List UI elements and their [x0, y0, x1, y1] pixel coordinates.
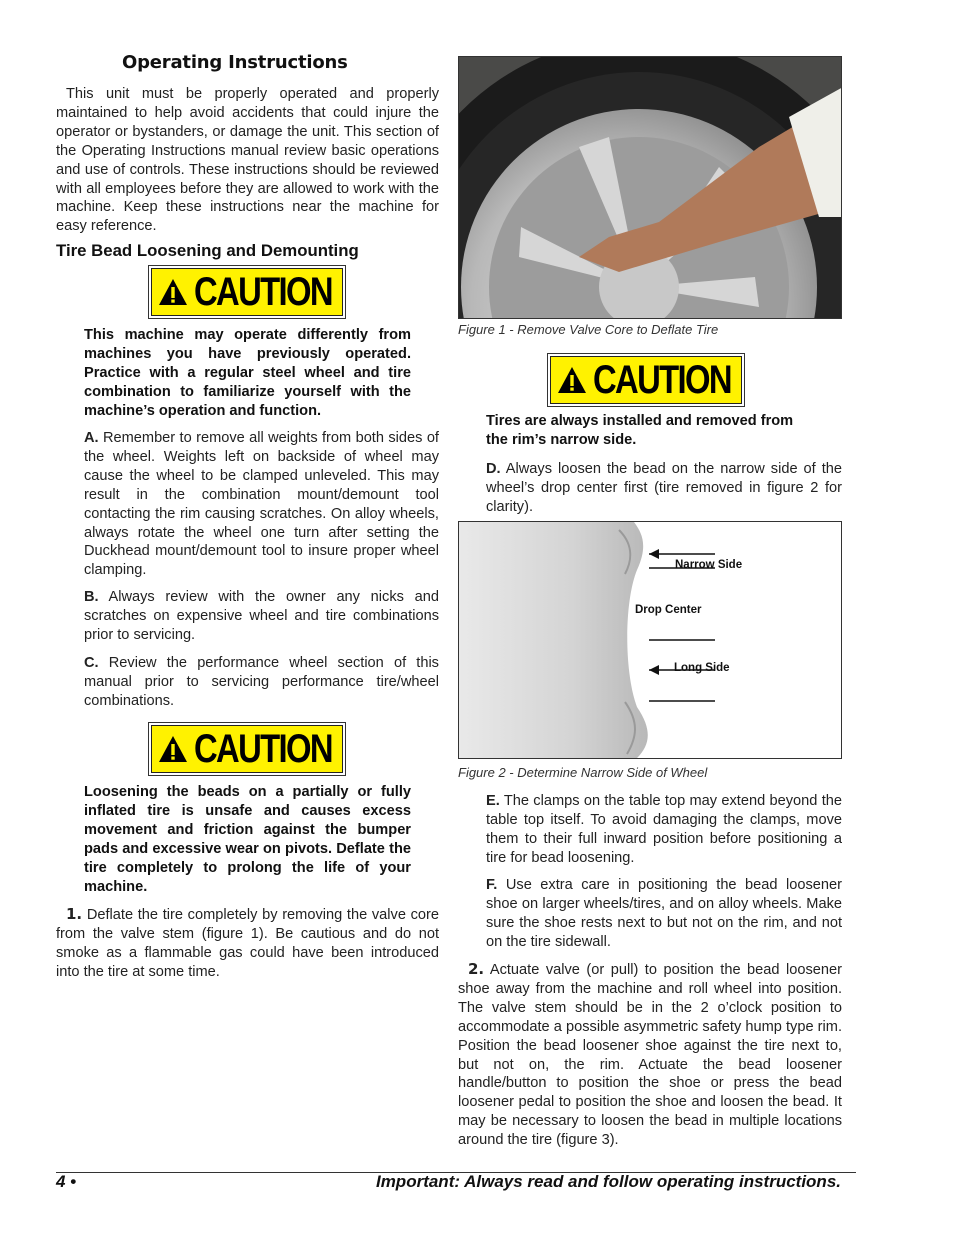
item-e: E. The clamps on the table top may extend beyond the table top itself. To avoid damaging the clamps, move them to their full inward position before positioning a tire for bead loosening. [486, 793, 842, 866]
caution-banner-2 [148, 722, 346, 776]
caution-word: CAUTION [592, 358, 731, 402]
section-title: Operating Instructions [122, 52, 348, 73]
item-f: F. Use extra care in positioning the bead loosener shoe on larger wheels/tires, and on alloy wheels. Make sure the shoe rests next to but not on the rim, and not on the tire sidewall. [486, 877, 842, 950]
caution-2-text: Loosening the beads on a partially or fully inflated tire is unsafe and causes excess movement and friction against the bumper pads and excessive wear on pivots. Deflate the tire completely to prolong the life of your machine. [84, 784, 411, 895]
caution-1-text: This machine may operate differently from machines you have previously operated. Practice with a regular steel wheel and tire combination to familiarize yourself with the machine’s operation and function. [84, 327, 411, 419]
step-2: 2. Actuate valve (or pull) to position the bead loosener shoe away from the machine and roll wheel into position. The valve stem should be in the 2 o’clock position to accommodate a possible asymmetric safety hump type rim. Position the bead loosener shoe against the tire next to, but not on, the rim. Actuate the bead loosener handle/button to position the shoe or press the bead loosener pedal to position the shoe and loosen the bead. It may be necessary to loosen the bead in multiple locations around the tire (figure 3). [458, 960, 842, 1149]
item-d: D. Always loosen the bead on the narrow side of the wheel’s drop center first (tire removed in figure 2 for clarity). [486, 461, 842, 515]
item-a: A. Remember to remove all weights from both sides of the wheel. Weights left on backside of wheel may cause the wheel to be clamped unleveled. This may result in the combination mount/demount tool contacting the rim causing scratches. On alloy wheels, always rotate the wheel one turn after setting the Duckhead mount/demount tool to insure proper wheel clamping. [84, 430, 439, 579]
figure-1-caption: Figure 1 - Remove Valve Core to Deflate Tire [458, 322, 719, 337]
caution-banner-1 [148, 265, 346, 319]
item-c: C. Review the performance wheel section of this manual prior to servicing performance tire/wheel combinations. [84, 655, 439, 709]
figure-2-diagram [458, 521, 842, 759]
label-long-side: Long Side [674, 662, 730, 674]
warning-icon [158, 735, 188, 763]
label-narrow-side: Narrow Side [675, 559, 743, 571]
label-drop-center: Drop Center [635, 604, 702, 616]
caution-3-text: Tires are always installed and removed from the rim’s narrow side. [486, 413, 794, 448]
footer-note: Important: Always read and follow operating instructions. [375, 1172, 841, 1191]
figure-2-caption: Figure 2 - Determine Narrow Side of Wheel [458, 765, 708, 780]
page-number: 4 • [56, 1172, 77, 1191]
warning-icon [557, 366, 587, 394]
caution-word: CAUTION [193, 727, 332, 771]
warning-icon [158, 278, 188, 306]
caution-word: CAUTION [193, 270, 332, 314]
item-b: B. Always review with the owner any nicks and scratches on expensive wheel and tire combinations prior to servicing. [84, 589, 439, 643]
intro-paragraph: This unit must be properly operated and properly maintained to help avoid accidents that could injure the operator or bystanders, or damage the unit. This section of the Operating Instructions manual review basic operations and use of controls. These instructions should be reviewed with all employees before they are allowed to work with the machine. Keep these instructions near the machine for easy reference. [56, 86, 439, 235]
subheading: Tire Bead Loosening and Demounting [56, 241, 359, 260]
caution-banner-3 [547, 353, 745, 407]
step-1: 1. Deflate the tire completely by removing the valve core from the valve stem (figure 1). Be cautious and do not smoke as a flammable gas could have been introduced into the tire at some time. [56, 905, 439, 980]
figure-1-photo [458, 56, 842, 319]
